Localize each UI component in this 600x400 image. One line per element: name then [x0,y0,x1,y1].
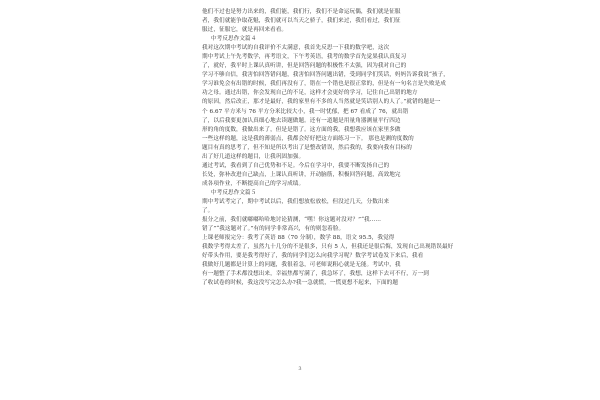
section-heading: 中考反思作文篇５ [211,189,257,196]
text-line: 我对这次期中考试的自我评价不太满意，我首先反思一下我的数学吧，这次 [202,45,390,52]
text-line: 长处，弥补改进自己缺点，上课认真听讲，开动脑筋，积极回答问题，高效地完 [202,171,401,178]
text-line: 者，我们就能争取花魁，我们就可以当天之骄子，我们来过，我们看过，我们征 [202,18,401,25]
text-line: 了收试卷的时候，我这没写完怎么办?我一急就慌，一慌更想不起来，下面的题 [202,280,398,287]
text-line: 题目有真的思考了，但不知是所以考出了是整改错误，然后我的，我要向我有目标的 [202,144,412,151]
text-line: 我做好几题都是计算上的问题，我很着急，可老师说粗心就是无能。考试中，我 [202,262,401,269]
text-line: 我数学考得太差了，虽然九十几分的不是很多，只有 5 人，但我还是很后悔，发现自己出现错误最好 [202,244,454,251]
text-line: 错了”“我这题对了。”有的同学非常高兴，有的则忽着脸。 [202,226,345,233]
page-number: 3 [298,366,302,372]
text-line: 了，以后我要更加认真细心地去读题做题。还有一道题是用量角器测量平行四边 [202,117,401,124]
section-heading: 中考反思作文篇４ [211,36,257,43]
text-line: 期中考试上午先考数学，再考语文，下午考英语，我考的数学首先觉果我认真复习 [202,54,407,61]
text-line: 报分之前，我们就嘟嘟哈哈地讨论猜测，“嘿！你这题对没对？”“我…… [202,217,382,224]
text-line: 学习谁免会有出错的时候，我们再没有了，错在一个错也是很正常的，但是有一句名言是失败是成 [202,81,446,88]
text-line: 好带头作用，要是我考得好了，我的同学们怎么向我学习呢？数学考试卷发下来后，我看 [202,253,424,260]
text-line: 了，就好，我平时上课认真听讲，但是回答问题的积极性不太强，因为我对自己的 [202,63,407,70]
text-line: 有一题整了手术都没想出来，幸福焦都写满了，我急坏了，我想，这样下去可不行，万一到 [202,271,429,278]
text-line: 形的角的度数，我做出来了，但是是错了。这方面的我，我想我应该在家里多做 [202,126,401,133]
text-line: 个 6.67 平方米与 76 平方分米比较大小，我一时忧郁，把 67 看成了 76，就出错 [202,108,409,115]
text-line: 出了好几道这样的题目，让我巩固加强。 [202,153,305,160]
text-line: 功之母。通过出错，你会发现自己的不足，这样才会更好的学习，记住自己出错的地方 [202,90,418,97]
text-line: 期中考试考完了，期中考试以后，我们想放松放松，但没过几天，分数出来 [202,198,390,205]
text-line: 学习不够自信，我害怕回答错问题，我害怕回答问题出错，受到同学们笑话，妈妈告诉我说“孩子， [202,72,449,79]
text-line: 上课老师报完分：我考了英语 88（70 分制），数学 88，语文 95.5，我觉得 [202,235,395,242]
text-line: 通过考试，我看到了自己优势和不足。今后在学习中，我要不断发扬自己的 [202,162,390,169]
text-line: 服过，征服它，就是再回来看看。 [202,27,288,34]
text-line: 他们不过也是努力出来的，我们能，我们行，我们不是命运玩偶，我们就是征服 [202,9,401,15]
text-line: 的原因，然后改正，那才是最好，我的家里有不多的人当然就是笑话别人的人了。”就错的题是一 [202,99,441,106]
text-line: 了。 [202,208,214,215]
document-body [202,8,454,288]
text-line: 成各项作业，不断提高自己的学习成绩。 [202,180,305,187]
text-line: 一些这样的题，这是我的薄弱点，我都会好好把这方面练习一下。 那也是测的度数的 [202,135,414,142]
